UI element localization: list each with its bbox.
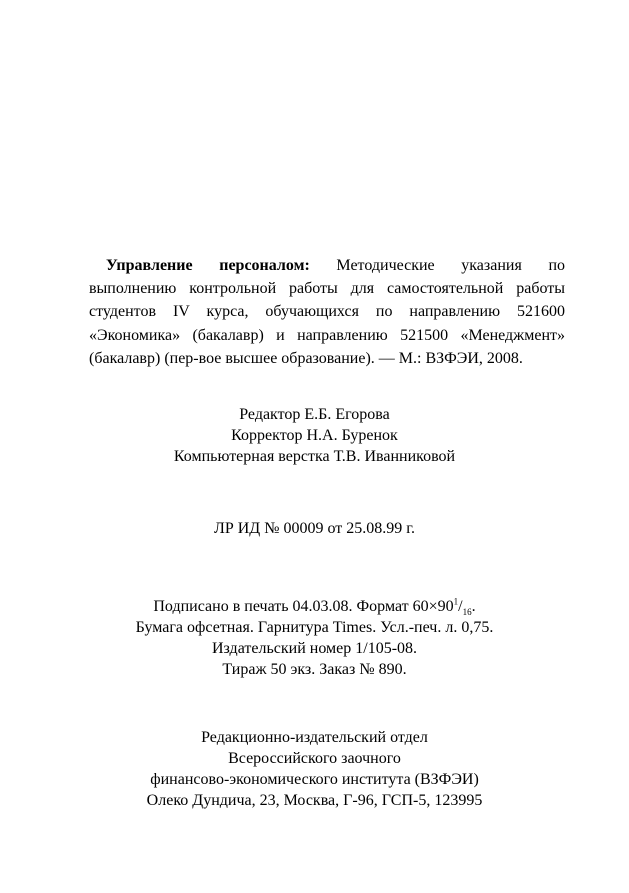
license-line: ЛР ИД № 00009 от 25.08.99 г. [213,520,416,537]
credits-block [0,404,629,467]
format-numerator: 1 [453,596,459,607]
signed-line [0,596,629,617]
circulation-line: Тираж 50 экз. Заказ № 890. [222,661,407,678]
publisher-block [0,727,629,811]
publisher-address: Олеко Дундича, 23, Москва, Г-96, ГСП-5, 123995 [146,792,483,809]
abstract-text: Методические указания по выполнению контрольной работы для самостоятельной работы студентов IV курса, обучающихся по направлению 521600 «Экономика» (бакалавр) и направлению 521500 «Менеджмент» (бакалавр) (пер-вое высшее образование). — М.: ВЗФЭИ, 2008. [89,257,565,367]
publisher-line-1: Редакционно-издательский отдел [201,729,428,746]
format-slash: / [458,598,463,615]
abstract-title: Управление персоналом: [106,257,310,274]
paper-line: Бумага офсетная. Гарнитура Times. Усл.-печ. л. 0,75. [135,619,494,636]
publisher-line-3: финансово-экономического института (ВЗФЭИ) [150,771,479,788]
editor-line: Редактор Е.Б. Егорова [239,406,390,423]
publisher-number-line: Издательский номер 1/105-08. [211,640,418,657]
signed-suffix: . [471,598,476,615]
signed-text: Подписано в печать 04.03.08. Формат 60×90 [153,598,454,615]
print-info-block [0,596,629,680]
publisher-line-2: Всероссийского заочного [228,750,401,767]
layout-line: Компьютерная верстка Т.В. Иванниковой [173,448,456,465]
proofreader-line: Корректор Н.А. Буренок [231,427,398,444]
abstract-paragraph [89,254,565,370]
format-denominator: 16 [462,607,472,618]
license-block [0,518,629,539]
